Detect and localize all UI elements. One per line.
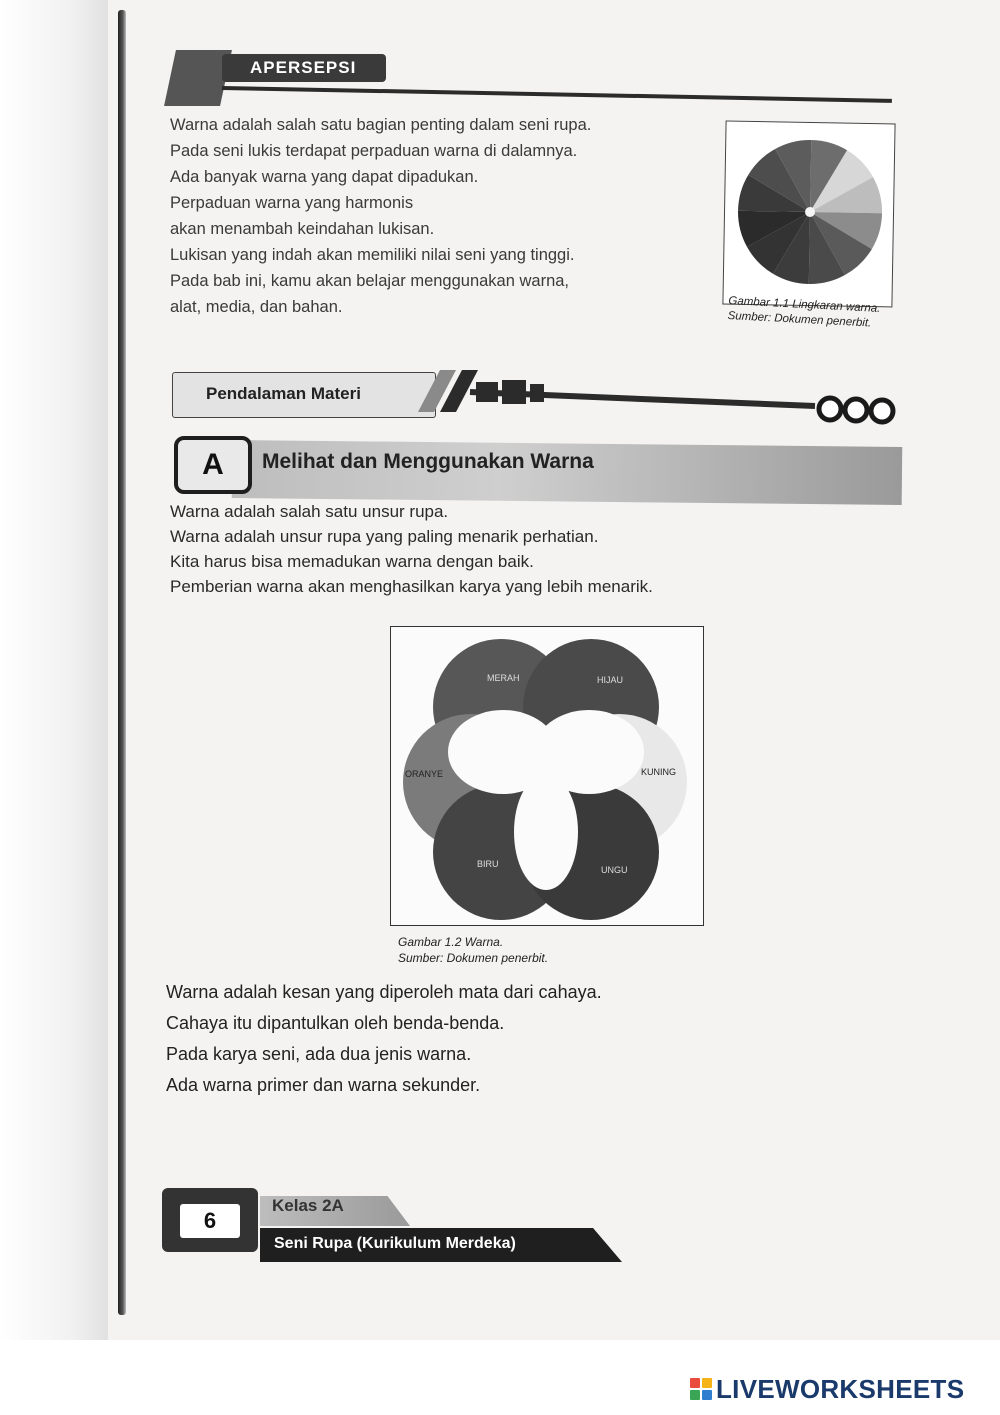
intro-line: Warna adalah unsur rupa yang paling menarik perhatian.: [170, 527, 599, 546]
figure-source: Sumber: Dokumen penerbit.: [727, 309, 872, 330]
venn-label-kuning: KUNING: [641, 767, 677, 777]
apersepsi-text: [170, 112, 690, 320]
intro-line: Kita harus bisa memadukan warna dengan baik.: [170, 552, 534, 571]
apersepsi-line: Perpaduan warna yang harmonis: [170, 194, 414, 212]
venn-label-biru: BIRU: [477, 859, 499, 869]
page-left-shadow: [0, 0, 120, 1340]
apersepsi-line: alat, media, dan bahan.: [170, 298, 343, 316]
apersepsi-line: Pada bab ini, kamu akan belajar menggunakan warna,: [170, 272, 570, 290]
logo-square: [702, 1390, 712, 1400]
liveworksheets-logo-icon: [690, 1378, 712, 1400]
body-line: Warna adalah kesan yang diperoleh mata dari cahaya.: [166, 982, 602, 1002]
section-a-title: Melihat dan Menggunakan Warna: [262, 450, 594, 473]
figure-caption: Gambar 1.2 Warna.: [398, 935, 504, 949]
venn-label-ungu: UNGU: [601, 865, 628, 875]
apersepsi-title: APERSEPSI: [250, 58, 357, 77]
section-a-badge: [174, 436, 252, 494]
color-venn-image: [391, 627, 703, 925]
venn-label-merah: MERAH: [487, 673, 520, 683]
intro-line: Pemberian warna akan menghasilkan karya yang lebih menarik.: [170, 577, 653, 596]
color-venn-caption: [398, 934, 548, 966]
venn-label-hijau: HIJAU: [597, 675, 624, 685]
section-a-body: [166, 977, 786, 1101]
section-a-letter: A: [202, 448, 224, 481]
logo-square: [690, 1378, 700, 1388]
binding-edge: [118, 10, 126, 1315]
apersepsi-line: Lukisan yang indah akan memiliki nilai seni yang tinggi.: [170, 246, 575, 264]
figure-caption: Gambar 1.1 Lingkaran warna.: [728, 295, 881, 315]
apersepsi-line: akan menambah keindahan lukisan.: [170, 220, 435, 238]
pendalaman-title: Pendalaman Materi: [206, 384, 361, 403]
venn-label-oranye: ORANYE: [405, 769, 444, 779]
brand-name: LIVEWORKSHEETS: [716, 1373, 965, 1404]
logo-square: [690, 1390, 700, 1400]
color-wheel-image: [734, 136, 887, 289]
section-a-intro: [170, 499, 790, 599]
logo-square: [702, 1378, 712, 1388]
apersepsi-line: Pada seni lukis terdapat perpaduan warna di dalamnya.: [170, 142, 578, 160]
body-line: Pada karya seni, ada dua jenis warna.: [166, 1044, 472, 1064]
class-label: Kelas 2A: [272, 1196, 344, 1215]
apersepsi-line: Ada banyak warna yang dapat dipadukan.: [170, 168, 479, 186]
intro-line: Warna adalah salah satu unsur rupa.: [170, 502, 449, 521]
book-title: Seni Rupa (Kurikulum Merdeka): [274, 1235, 516, 1252]
liveworksheets-brand[interactable]: [690, 1374, 964, 1404]
body-line: Cahaya itu dipantulkan oleh benda-benda.: [166, 1013, 505, 1033]
page-number: 6: [180, 1204, 240, 1238]
figure-source: Sumber: Dokumen penerbit.: [398, 951, 549, 965]
color-venn-figure: [390, 626, 704, 926]
color-wheel-figure: [722, 121, 895, 308]
body-line: Ada warna primer dan warna sekunder.: [166, 1075, 481, 1095]
pendalaman-decoration: [410, 362, 900, 432]
apersepsi-line: Warna adalah salah satu bagian penting dalam seni rupa.: [170, 116, 592, 134]
